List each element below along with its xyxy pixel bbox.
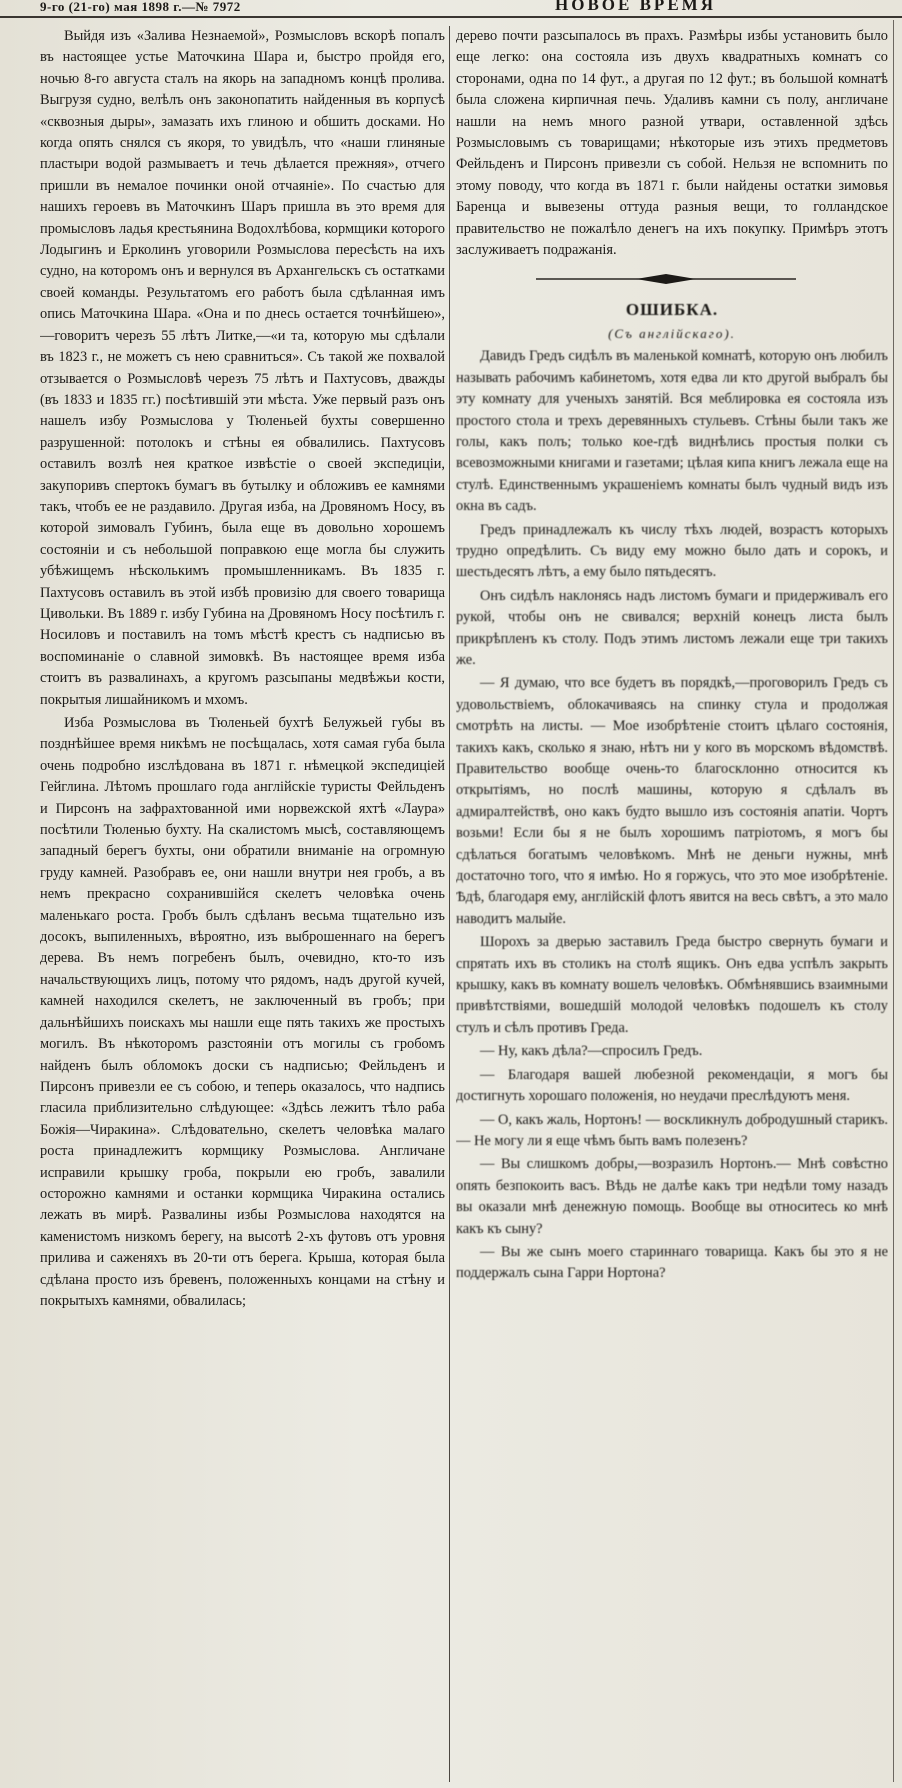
story-subtitle: (Съ англійскаго). bbox=[608, 325, 736, 341]
story-paragraph: Шорохъ за дверью заставилъ Греда быстро свернуть бумаги и спрятать ихъ въ столикъ на столѣ ящикъ. Онъ едва успѣлъ закрыть крышку, какъ въ комнату вошелъ человѣкъ. Обмѣнявшись взаимными привѣтствіями, вошедшій молодой человѣкъ подошелъ къ столу стулъ и сѣлъ противъ Греда. bbox=[456, 934, 888, 1036]
column-left bbox=[40, 26, 445, 1780]
article-paragraph: Изба Розмыслова въ Тюленьей бухтѣ Белужьей губы въ позднѣйшее время никѣмъ не посѣщалась, хотя самая губа была очень подробно изслѣдована въ 1871 г. нѣмецкой экспедиціей Гейглина. Лѣтомъ прошлаго года англійскіе туристы Фейльденъ и Пирсонъ на зафрахтованной ими норвежской яхтѣ «Лаура» посѣтили Тюленью бухту. На скалистомъ мысѣ, составляющемъ западный берегъ бухты, они обратили вниманіе на огромную груду камней. Разобравъ ее, они нашли внутри нея гробъ, а въ немъ прекрасно сохранившійся скелетъ человѣка очень маленькаго роста. Гробъ былъ сдѣланъ весьма тщательно изъ досокъ, выпиленныхъ, вѣроятно, изъ выброшеннаго на берегъ дерева. Въ немъ погребенъ былъ, очевидно, кто-то изъ начальствующихъ лицъ, потому что рядомъ, надъ другой кучей, камней находился скелетъ, не заключенный въ гробъ; при дальнѣйшихъ поискахъ мы нашли еще пять такихъ же простыхъ могилъ. Въ нѣкоторомъ разстояніи отъ могилы съ гробомъ найденъ былъ обломокъ доски съ надписью; Фейльденъ и Пирсонъ привезли ее съ собою, и теперь оказалось, что надпись гласила приблизительно слѣдующее: «Здѣсь лежитъ тѣло раба Божія—Чиракина». Слѣдовательно, скелетъ человѣка малаго роста принадлежитъ кормщику Розмыслова. Англичане исправили крышку гроба, покрыли ею гробъ, завалили осторожно камнями и останки кормщика Чиракина остались лежать въ мирѣ. Развалины избы Розмыслова находятся на каменистомъ низкомъ берегу, на высотѣ 2-хъ футовъ отъ уровня прилива и саженяхъ въ 20-ти отъ берега. Крыша, которая была сдѣлана просто изъ бревенъ, положенныхъ концами на стѣну и покрытыхъ камнями, обвалилась; bbox=[40, 715, 445, 1309]
story-paragraph: Давидъ Гредъ сидѣлъ въ маленькой комнатѣ, которую онъ любилъ называть рабочимъ кабинетомъ, хотя едва ли кто другой выбралъ бы эту комнату для ученыхъ занятій. Вся меблировка ея состояла изъ простого стола и трехъ деревянныхъ стульевъ. Стѣны были такъ же голы, какъ полъ; только кое-гдѣ виднѣлись простыя полки съ всевозможными книгами и газетами; цѣлая кипа книгъ лежала еще на стулѣ. Единственнымъ украшеніемъ комнаты былъ чудный видъ изъ окна въ садъ. bbox=[456, 348, 888, 515]
column-right bbox=[456, 26, 888, 1780]
story-paragraph: Онъ сидѣлъ наклонясь надъ листомъ бумаги и придерживалъ его рукой, чтобы онъ не свивался; верхній конецъ листа былъ прикрѣпленъ къ столу. Подъ этимъ листомъ лежали еще три такихъ же. bbox=[456, 587, 888, 668]
story-paragraph: Гредъ принадлежалъ къ числу тѣхъ людей, возрастъ которыхъ трудно опредѣлить. Съ виду ему можно было дать и сорокъ, и шестьдесятъ лѣтъ, а ему было пятьдесятъ. bbox=[456, 521, 888, 581]
story-paragraph: — Благодаря вашей любезной рекомендаціи, я могъ бы достигнуть хорошаго положенія, но неудачи преслѣдуютъ меня. bbox=[456, 1066, 888, 1105]
newspaper-title: НОВОЕ ВРЕМЯ bbox=[555, 0, 716, 14]
story-paragraph: — О, какъ жаль, Нортонъ! — воскликнулъ добродушный старикъ. — Не могу ли я еще чѣмъ быть вамъ полезенъ? bbox=[456, 1111, 888, 1149]
article-paragraph: дерево почти разсыпалось въ прахъ. Размѣры избы установить было еще легко: она состояла изъ двухъ квадратныхъ комнатъ со сторонами, одна по 14 фут., а другая по 12 фут.; въ большой комнатѣ была сложена кирпичная печь. Удаливъ камни съ полу, англичане нашли на немъ много разной утвари, оставленной здѣсь Розмысловымъ съ товарищами; нѣкоторые изъ этихъ предметовъ Фейльденъ и Пирсонъ привезли съ собой. Нельзя не вспомнить по этому поводу, что когда въ 1871 г. были найдены остатки зимовья Баренца и вывезены оттуда разныя вещи, то голландское правительство не пожалѣло денегъ на ихъ покупку. Примѣръ этотъ заслуживаетъ подражанія. bbox=[456, 28, 888, 259]
column-rule bbox=[449, 26, 450, 1782]
page-header bbox=[0, 0, 902, 18]
story-paragraph: — Ну, какъ дѣла?—спросилъ Гредъ. bbox=[480, 1043, 703, 1060]
article-paragraph: Выйдя изъ «Залива Незнаемой», Розмысловъ вскорѣ попалъ въ настоящее устье Маточкина Шара и, быстро пройдя его, ночью 8-го августа сталъ на якорь на западномъ концѣ пролива. Выгрузя судно, велѣлъ онъ законопатить найденныя въ корпусѣ «сквозныя дыры», замазать ихъ глиною и обшить досками. Но когда опять снялся съ якоря, то увидѣлъ, что «наши глиняные пластыри водой размываетъ и течь дѣлается прежняя», отчего пришли въ немалое починки оной отчаяніе». По счастью для нашихъ героевъ въ Маточкинъ Шаръ пришла въ это время для промысловъ ладья крестьянина Водохлѣбова, кормщики которого Лодыгинъ и Ерколинъ уговорили Розмыслова пересѣсть на ихъ судно, на которомъ онъ и вернулся въ Архангельскъ съ остатками своей команды. Результатомъ его работъ была сдѣланная имъ опись Маточкина Шара. «Она и по днесь остается точнѣйшею»,—говоритъ черезъ 55 лѣтъ Литке,—«и та, которую мы сдѣлали въ 1823 г., не можетъ съ нею сравниться». Съ такой же похвалой отзывается о Розмысловѣ черезъ 75 лѣтъ и Пахтусовъ, дважды (въ 1833 и 1835 гг.) посѣтившій эти мѣста. Уже первый разъ онъ нашелъ избу Розмыслова у Тюленьей бухты совершенно разрушенной: потолокъ и стѣны ея обвалились. Пахтусовъ оставилъ возлѣ нея краткое извѣстіе о своей экспедиціи, закупоривъ спертокъ бумагъ въ бутылку и обложивъ ее камнями такъ, чтобъ ее не раздавило. Другая изба, на Дровяномъ Носу, въ которой зимовалъ Губинъ, была еще въ довольно хорошемъ состояніи и съ небольшой поправкою еще могла бы служить убѣжищемъ нѣсколькимъ промышленникамъ. Въ 1835 г. Пахтусовъ оставилъ въ этой избѣ провизію для своего товарища Цивольки. Въ 1889 г. избу Губина на Дровяномъ Носу посѣтилъ г. Носиловъ и поставилъ на томъ мѣстѣ крестъ съ надписью въ воспоминаніе о славной зимовкѣ. Въ настоящее время изба стоитъ въ развалинахъ, а кругомъ разсыпаны медвѣжьи кости, покрытыя лишайникомъ и мхомъ. bbox=[40, 28, 445, 708]
section-divider bbox=[456, 269, 888, 289]
story-title: ОШИБКА. bbox=[625, 300, 719, 320]
right-edge-rule bbox=[893, 20, 894, 1782]
story-paragraph: — Я думаю, что все будетъ въ порядкѣ,—проговорилъ Гредъ съ удовольствіемъ, облокачиваясь на спинку стула и продолжая смотрѣть на листы. — Мое изобрѣтеніе стоитъ цѣлаго состоянія, такихъ какъ, сколько я знаю, нѣтъ ни у кого въ морскомъ вѣдомствѣ. Правительство вообще очень-то благосклонно относится къ открытіямъ, но послѣ машины, которую я сдѣлалъ въ адмиралтействѣ, оно какъ будто вышло изъ состоянія апатіи. Чортъ возьми! Если бы я не былъ хорошимъ патріотомъ, я могъ бы сдѣлаться богатымъ человѣкомъ. Мнѣ не деньги нужны, мнѣ достаточно того, что я имѣю. Но я горжусь, что это мое изобрѣтеніе. Ѣдѣ, благодаря ему, англійскій флотъ явится на весь свѣтъ, а это мало наводитъ малыйе. bbox=[456, 675, 888, 927]
story-paragraph: — Вы слишкомъ добры,—возразилъ Нортонъ.— Мнѣ совѣстно опять безпокоить васъ. Вѣдь не далѣе какъ три недѣли тому назадъ вы оказали мнѣ денежную помощь. Вообще вы относитесь ко мнѣ какъ къ сыну? bbox=[456, 1156, 888, 1237]
story-paragraph: — Вы же сынъ моего стариннаго товарища. Какъ бы это я не поддержалъ сына Гарри Нортона? bbox=[456, 1243, 888, 1282]
story bbox=[456, 299, 888, 1284]
issue-date: 9-го (21-го) мая 1898 г.—№ 7972 bbox=[40, 0, 241, 14]
